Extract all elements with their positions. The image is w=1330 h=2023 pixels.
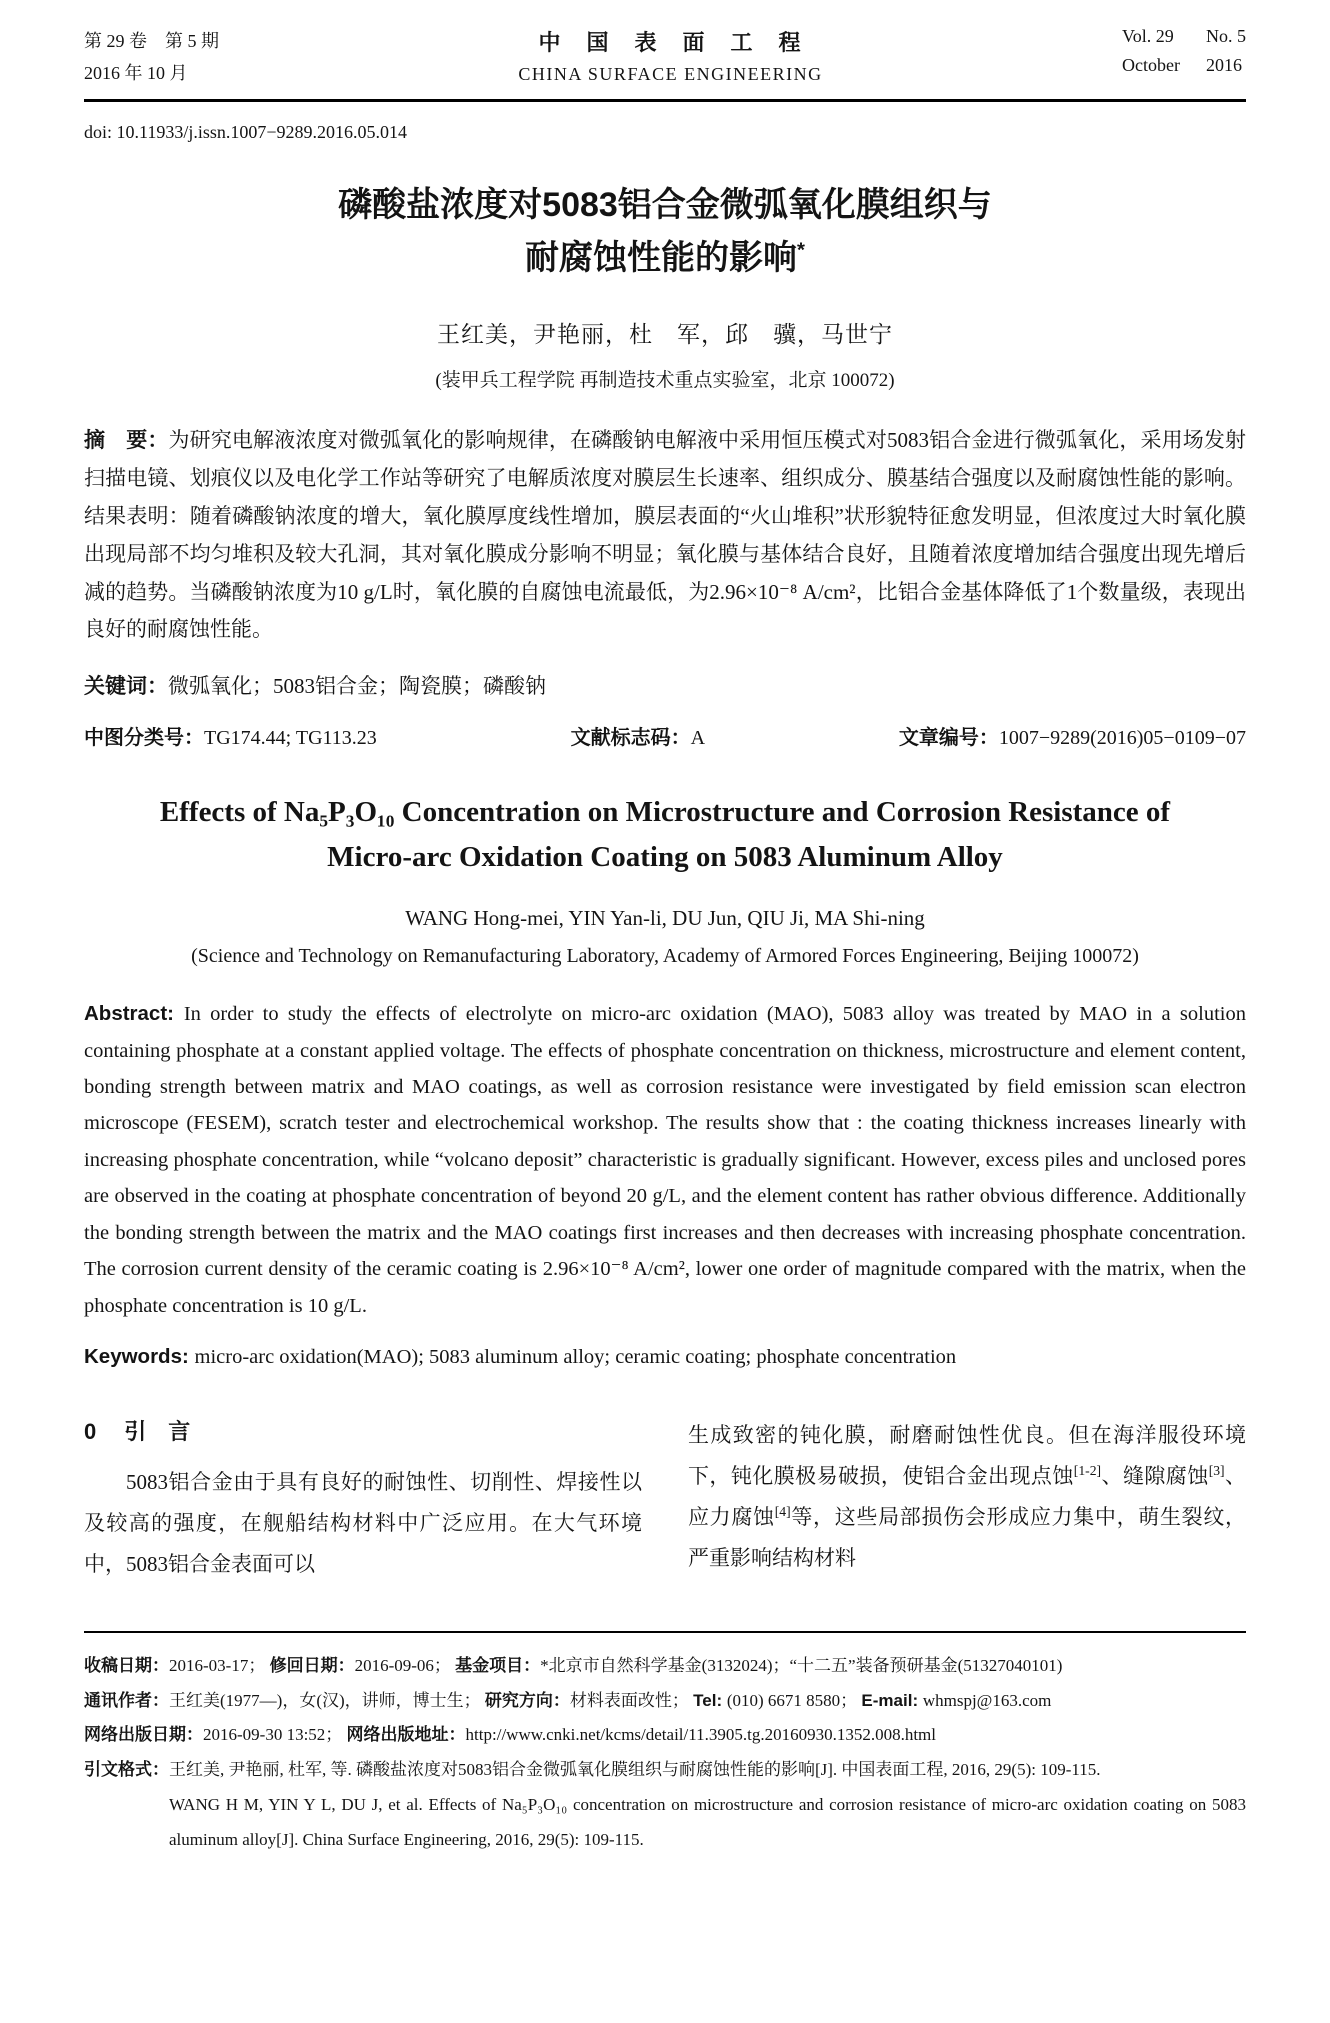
issue-info-cn-line1: 第 29 卷 第 5 期 xyxy=(84,31,219,51)
title-footnote-star: * xyxy=(797,239,805,262)
clc-number-value: TG174.44; TG113.23 xyxy=(204,727,377,750)
clc-number xyxy=(84,721,377,750)
fund-label: 基金项目： xyxy=(455,1655,541,1675)
issue-info-en xyxy=(1122,26,1246,76)
tel-label: Tel: xyxy=(693,1690,727,1710)
keywords-en xyxy=(84,1345,1246,1369)
section-title: 引 言 xyxy=(124,1418,191,1444)
revised-date-value: 2016-09-06； xyxy=(354,1655,451,1675)
abstract-cn-label: 摘 要： xyxy=(84,429,169,453)
document-code xyxy=(571,721,705,750)
article-title-en-line1: Effects of Na₅P₃O₁₀ Concentration on Microstructure and Corrosion Resistance of xyxy=(159,796,1171,829)
issue-info-cn-line2: 2016 年 10 月 xyxy=(84,62,188,83)
year-en: 2016 xyxy=(1206,55,1242,75)
received-date-value: 2016-03-17； xyxy=(169,1655,266,1675)
footnote-online-publication xyxy=(84,1718,1246,1753)
footnote-dates-fund xyxy=(84,1649,1246,1684)
citation-en: WANG H M, YIN Y L, DU J, et al. Effects of Na₅P₃O₁₀ concentration on microstructure and corrosion resistance of micro-arc oxidation coating on 5083 aluminum alloy[J]. China Surface Engineering, 2016, 29(5): 109-115. xyxy=(169,1795,1246,1849)
citation-content xyxy=(169,1753,1246,1858)
volume-en: Vol. 29 xyxy=(1122,26,1174,46)
article-number-value: 1007−9289(2016)05−0109−07 xyxy=(998,727,1246,750)
citation-cn: 王红美, 尹艳丽, 杜军, 等. 磷酸盐浓度对5083铝合金微弧氧化膜组织与耐腐蚀性能的影响[J]. 中国表面工程, 2016, 29(5): 109-115. xyxy=(169,1760,1101,1780)
citation-format xyxy=(84,1753,1246,1858)
abstract-cn-text: 为研究电解液浓度对微弧氧化的影响规律，在磷酸钠电解液中采用恒压模式对5083铝合金进行微弧氧化，采用场发射扫描电镜、划痕仪以及电化学工作站等研究了电解质浓度对膜层生长速率、组织成分、膜基结合强度以及耐腐蚀性能的影响。结果表明：随着磷酸钠浓度的增大，氧化膜厚度线性增加，膜层表面的“火山堆积”状形貌特征愈发明显，但浓度过大时氧化膜出现局部不均匀堆积及较大孔洞，其对氧化膜成分影响不明显；氧化膜与基体结合良好，且随着浓度增加结合强度出现先增后减的趋势。当磷酸钠浓度为10 g/L时，氧化膜的自腐蚀电流最低，为2.96×10⁻⁸ A/cm²，比铝合金基体降低了1个数量级，表现出良好的耐腐蚀性能。 xyxy=(84,428,1246,642)
keywords-cn xyxy=(84,670,1246,700)
article-title-en-line2: Micro-arc Oxidation Coating on 5083 Aluminum Alloy xyxy=(327,841,1003,874)
keywords-en-text: micro-arc oxidation(MAO); 5083 aluminum alloy; ceramic coating; phosphate concentration xyxy=(194,1345,957,1368)
issue-info-cn xyxy=(84,26,219,89)
abstract-en xyxy=(84,996,1246,1324)
doi-line: doi: 10.11933/j.issn.1007−9289.2016.05.014 xyxy=(84,122,407,142)
journal-title xyxy=(518,26,822,85)
article-number xyxy=(899,721,1246,750)
article-title-en xyxy=(84,790,1246,880)
article-title-cn-line2: 耐腐蚀性能的影响 xyxy=(525,238,798,277)
month-en: October xyxy=(1122,55,1180,75)
intro-left-column xyxy=(84,1415,642,1585)
introduction-section xyxy=(84,1415,1246,1585)
fund-value: *北京市自然科学基金(3132024)；“十二五”装备预研基金(51327040101) xyxy=(540,1655,1063,1675)
email-label: E-mail: xyxy=(861,1690,923,1710)
classification-row xyxy=(84,721,1246,750)
citation-label: 引文格式： xyxy=(84,1760,169,1780)
research-field-value: 材料表面改性； xyxy=(569,1690,689,1710)
corresponding-author-value: 王红美(1977—)，女(汉)，讲师，博士生； xyxy=(169,1690,481,1710)
affiliation-en: (Science and Technology on Remanufacturing Laboratory, Academy of Armored Forces Engineering, Beijing 100072) xyxy=(191,945,1139,968)
abstract-en-text: In order to study the effects of electrolyte on micro-arc oxidation (MAO), 5083 alloy was treated by MAO in a solution containing phosphate at a constant applied voltage. The effects of phosphate concentration on thickness, microstructure and element content, bonding strength between matrix and MAO coatings, as well as corrosion resistance were investigated by field emission scan electron microscope (FESEM), scratch tester and electrochemical workshop. The results show that : the coating thickness increases linearly with increasing phosphate concentration, while “volcano deposit” characteristic is gradually significant. However, excess piles and unclosed pores are observed in the coating at phosphate concentration of beyond 20 g/L, and the element content has rather obvious difference. Additionally the bonding strength between the matrix and the MAO coatings first increases and then decreases with increasing phosphate concentration. The corrosion current density of the ceramic coating is 2.96×10⁻⁸ A/cm², lower one order of magnitude compared with the matrix, when the phosphate concentration is 10 g/L. xyxy=(84,1003,1246,1317)
online-url-label: 网络出版地址： xyxy=(346,1725,466,1745)
affiliation-cn: (装甲兵工程学院 再制造技术重点实验室，北京 100072) xyxy=(435,370,895,392)
received-date-label: 收稿日期： xyxy=(84,1655,169,1675)
article-title-cn-line1: 磷酸盐浓度对5083铝合金微弧氧化膜组织与 xyxy=(338,186,992,224)
document-code-value: A xyxy=(690,727,706,750)
intro-right-column xyxy=(688,1415,1246,1585)
keywords-cn-text: 微弧氧化；5083铝合金；陶瓷膜；磷酸钠 xyxy=(168,674,546,699)
clc-number-label: 中图分类号： xyxy=(84,727,204,750)
section-number: 0 xyxy=(84,1418,97,1444)
revised-date-label: 修回日期： xyxy=(269,1655,355,1675)
online-date-value: 2016-09-30 13:52； xyxy=(203,1725,343,1745)
intro-paragraph-right: 生成致密的钝化膜，耐磨耐蚀性优良。但在海洋服役环境下，钝化膜极易破损，使铝合金出现点蚀[1-2]、缝隙腐蚀[3]、应力腐蚀[4]等，这些局部损伤会形成应力集中，萌生裂纹，严重影响结构材料 xyxy=(688,1422,1247,1570)
research-field-label: 研究方向： xyxy=(484,1690,570,1710)
abstract-cn xyxy=(84,422,1246,649)
section-heading-introduction xyxy=(84,1415,642,1446)
header-divider xyxy=(84,99,1246,102)
footnote-corresponding-author xyxy=(84,1684,1246,1719)
keywords-en-label: Keywords: xyxy=(84,1344,195,1368)
authors-en: WANG Hong-mei, YIN Yan-li, DU Jun, QIU Ji, MA Shi-ning xyxy=(405,906,925,931)
abstract-en-label: Abstract: xyxy=(84,1002,184,1026)
journal-title-cn: 中 国 表 面 工 程 xyxy=(538,30,803,55)
corresponding-author-label: 通讯作者： xyxy=(84,1690,169,1710)
authors-cn: 王红美，尹艳丽，杜 军，邱 骥，马世宁 xyxy=(437,322,893,348)
email-value: whmspj@163.com xyxy=(922,1690,1052,1710)
online-url-value: http://www.cnki.net/kcms/detail/11.3905.tg.20160930.1352.008.html xyxy=(465,1725,937,1745)
article-number-label: 文章编号： xyxy=(898,727,999,750)
online-date-label: 网络出版日期： xyxy=(84,1725,203,1745)
article-title-cn xyxy=(84,179,1246,284)
issue-en: No. 5 xyxy=(1206,26,1246,46)
footnote-block xyxy=(84,1631,1246,1858)
keywords-cn-label: 关键词： xyxy=(84,675,168,699)
tel-value: (010) 6671 8580； xyxy=(726,1690,858,1710)
journal-title-en: CHINA SURFACE ENGINEERING xyxy=(518,64,823,84)
document-code-label: 文献标志码： xyxy=(570,727,691,750)
intro-paragraph-left: 5083铝合金由于具有良好的耐蚀性、切削性、焊接性以及较高的强度，在舰船结构材料中广泛应用。在大气环境中，5083铝合金表面可以 xyxy=(84,1469,642,1576)
journal-header xyxy=(84,26,1246,89)
